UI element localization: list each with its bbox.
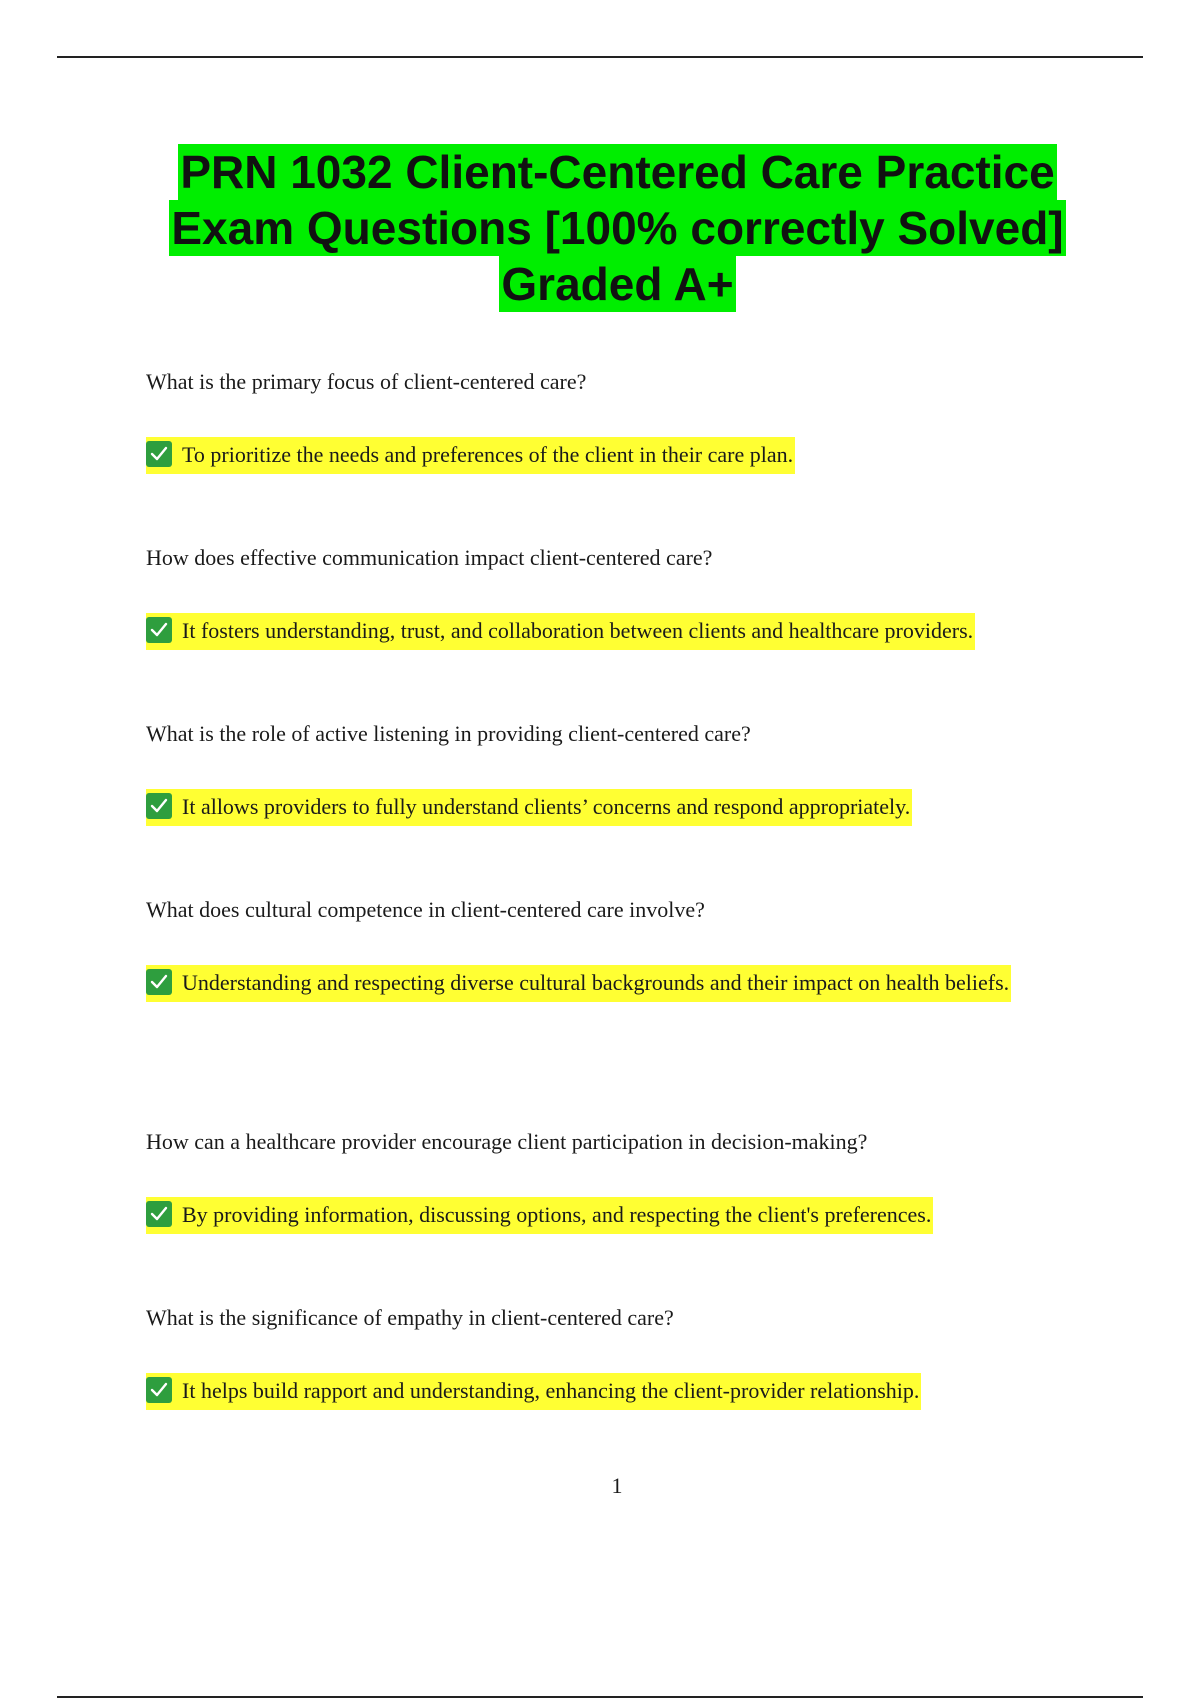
- footer-rule: [57, 1696, 1143, 1698]
- qa-item-2: [146, 545, 1076, 661]
- qa-item-6: [146, 1305, 1076, 1421]
- page-number: 1: [611, 1473, 623, 1498]
- header-rule: [57, 56, 1143, 58]
- check-mark-icon: [146, 793, 172, 819]
- answer-text: It allows providers to fully understand clients’ concerns and respond appropriately.: [182, 794, 911, 819]
- qa-item-4: [146, 897, 1026, 1013]
- answer-block: [146, 1361, 1076, 1421]
- answer-block: [146, 1185, 1076, 1245]
- qa-item-1: [146, 369, 1076, 485]
- check-mark-icon: [146, 617, 172, 643]
- question-text: How can a healthcare provider encourage client participation in decision-making?: [146, 1129, 868, 1154]
- answer-block: [146, 601, 1076, 661]
- question-text: What is the role of active listening in providing client-centered care?: [146, 721, 751, 746]
- answer-block: [146, 425, 1076, 485]
- check-mark-icon: [146, 441, 172, 467]
- check-mark-icon: [146, 1377, 172, 1403]
- title-line-2: Exam Questions [100% correctly Solved]: [171, 202, 1064, 254]
- answer-text: Understanding and respecting diverse cultural backgrounds and their impact on health beliefs.: [182, 970, 1010, 995]
- question-text: What is the primary focus of client-centered care?: [146, 369, 587, 394]
- answer-block: [146, 953, 1026, 1013]
- answer-text: It helps build rapport and understanding, enhancing the client-provider relationship.: [182, 1378, 920, 1403]
- check-mark-icon: [146, 969, 172, 995]
- question-text: What does cultural competence in client-centered care involve?: [146, 897, 705, 922]
- question-text: How does effective communication impact client-centered care?: [146, 545, 713, 570]
- document-title: [130, 144, 1105, 312]
- answer-text: It fosters understanding, trust, and collaboration between clients and healthcare providers.: [182, 618, 974, 643]
- title-line-3: Graded A+: [501, 258, 734, 310]
- qa-item-5: [146, 1129, 1076, 1245]
- answer-text: By providing information, discussing options, and respecting the client's preferences.: [182, 1202, 932, 1227]
- qa-item-3: [146, 721, 1076, 837]
- check-mark-icon: [146, 1201, 172, 1227]
- title-line-1: PRN 1032 Client-Centered Care Practice: [180, 146, 1055, 198]
- question-text: What is the significance of empathy in client-centered care?: [146, 1305, 674, 1330]
- answer-text: To prioritize the needs and preferences of the client in their care plan.: [182, 442, 794, 467]
- answer-block: [146, 777, 1076, 837]
